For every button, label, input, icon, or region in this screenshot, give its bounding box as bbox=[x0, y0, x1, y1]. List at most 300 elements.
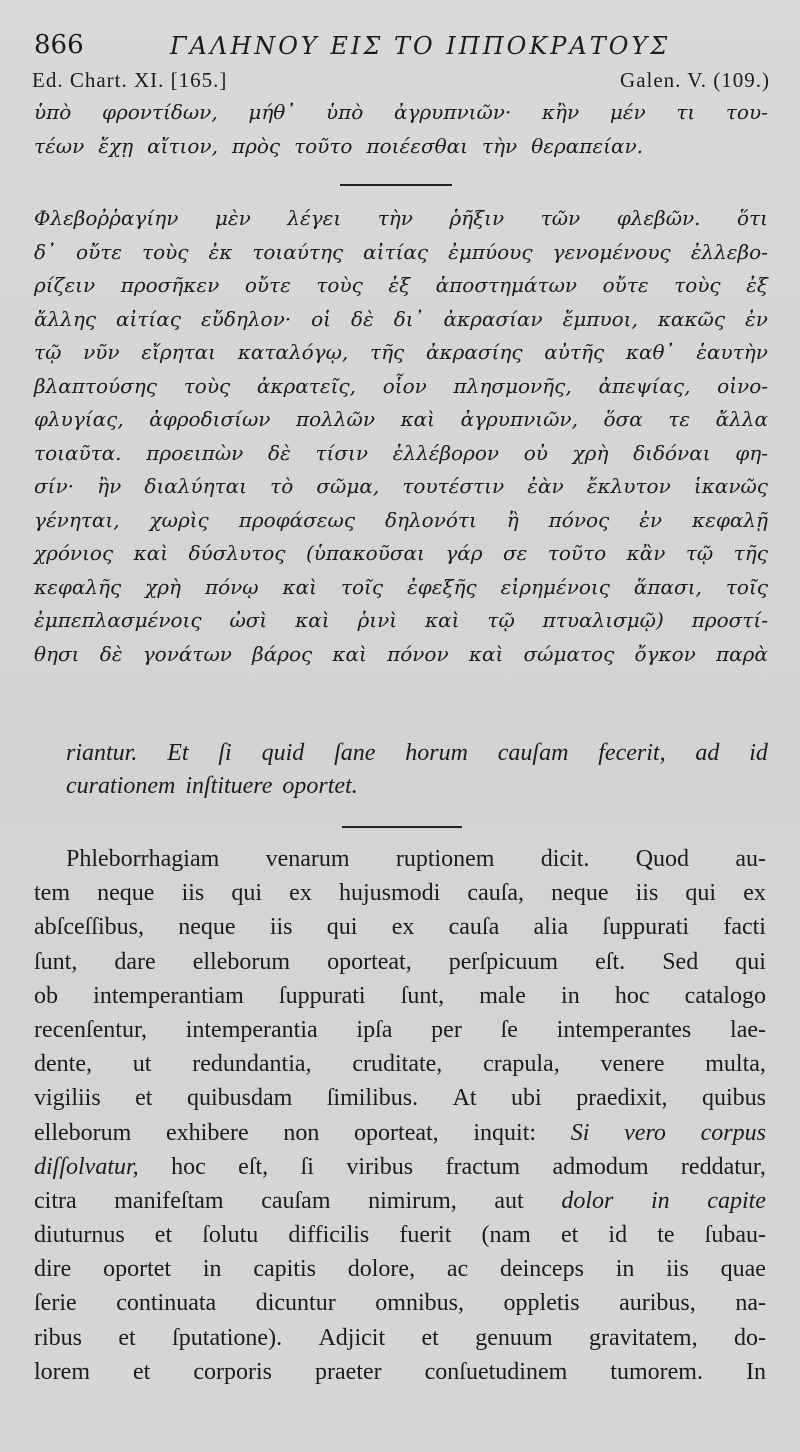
word: lae- bbox=[730, 1016, 766, 1043]
word: continuata bbox=[116, 1290, 217, 1317]
word: et bbox=[560, 1222, 579, 1249]
running-title: ΓΑΛΗΝΟΥ ΕΙΣ ΤΟ ΙΠΠΟΚΡΑΤΟΥΣ bbox=[170, 32, 671, 60]
word: τῷ bbox=[34, 340, 62, 364]
word: hoc bbox=[614, 982, 650, 1009]
text-line bbox=[34, 876, 766, 910]
text-line bbox=[66, 770, 768, 803]
text-line bbox=[34, 1184, 766, 1218]
word: do- bbox=[733, 1324, 766, 1351]
word: iis bbox=[269, 914, 293, 941]
word: καὶ bbox=[468, 641, 504, 666]
text-line bbox=[34, 1355, 766, 1389]
page-header bbox=[30, 30, 770, 66]
text-line bbox=[34, 604, 768, 638]
word: κεφαλῇ bbox=[691, 507, 768, 532]
word: σε bbox=[502, 541, 528, 565]
word: id bbox=[608, 1222, 628, 1249]
word: riantur. bbox=[66, 740, 138, 766]
word: τοὺς bbox=[674, 273, 721, 297]
word: et bbox=[135, 1085, 153, 1112]
word: dare bbox=[114, 948, 156, 975]
text-line bbox=[34, 1047, 766, 1081]
word: cauſam bbox=[497, 740, 569, 766]
word: ῥινὶ bbox=[357, 608, 398, 632]
text-line bbox=[34, 1150, 766, 1184]
word: καὶ bbox=[400, 407, 436, 431]
text-line bbox=[34, 96, 768, 130]
word: τοὺς bbox=[316, 273, 363, 297]
word: et bbox=[133, 1358, 151, 1385]
word: δι᾽ bbox=[393, 306, 424, 331]
word: τὴν bbox=[482, 133, 518, 158]
text-line bbox=[34, 1116, 766, 1150]
word: ſe bbox=[500, 1016, 518, 1043]
word: non bbox=[283, 1119, 320, 1146]
text-line bbox=[34, 638, 768, 672]
word: φλυγίας, bbox=[34, 407, 124, 431]
word: nimirum, bbox=[368, 1187, 457, 1214]
word: προφάσεως bbox=[238, 507, 356, 532]
word: curationem bbox=[66, 773, 176, 799]
word: ἀποστημάτων bbox=[435, 273, 578, 297]
word: καὶ bbox=[425, 608, 460, 632]
word: ὠσὶ bbox=[229, 608, 268, 632]
word: ἀγρυπνιῶν, bbox=[460, 407, 578, 431]
word: δὲ bbox=[268, 440, 291, 465]
word: ρίζειν bbox=[34, 273, 96, 297]
word: capite bbox=[707, 1187, 766, 1214]
word: ſunt, bbox=[34, 948, 78, 975]
word: id bbox=[749, 740, 768, 766]
word: At bbox=[452, 1085, 477, 1112]
word: qui bbox=[326, 914, 358, 941]
word: horum bbox=[405, 740, 468, 766]
word: τοιαύτης bbox=[252, 239, 344, 264]
word: cauſam bbox=[261, 1187, 331, 1214]
word: Quod bbox=[635, 846, 690, 872]
word: ob bbox=[34, 982, 58, 1009]
word: πολλῶν bbox=[295, 407, 375, 431]
word: ἄλλης bbox=[34, 306, 97, 331]
word: genuum bbox=[475, 1324, 553, 1351]
word: oporteat, bbox=[327, 948, 412, 975]
word: qui bbox=[685, 880, 717, 907]
word: fuerit bbox=[399, 1222, 452, 1249]
text-line bbox=[34, 1013, 766, 1047]
word: δηλονότι bbox=[384, 507, 477, 532]
word: ποιέεσθαι bbox=[366, 133, 468, 158]
word: alia bbox=[533, 914, 569, 941]
word: τίσιν bbox=[315, 440, 368, 465]
word: ἐφεξῆς bbox=[407, 574, 477, 599]
word: οὐ bbox=[523, 440, 548, 465]
word: ἐξ bbox=[388, 273, 411, 297]
edition-reference-line bbox=[32, 68, 770, 98]
word: (ὑπακοῦσαι bbox=[305, 541, 425, 565]
word: ſuppurati bbox=[602, 914, 690, 941]
word: ἐλλέβορον bbox=[392, 440, 500, 465]
word: ἐν bbox=[745, 306, 768, 331]
word: θεραπείαν. bbox=[531, 133, 643, 158]
word: ῥῆξιν bbox=[449, 206, 505, 230]
text-line bbox=[34, 910, 766, 944]
word: ἀπεψίας, bbox=[598, 373, 691, 398]
word: male bbox=[479, 982, 526, 1009]
word: citra bbox=[34, 1187, 77, 1214]
word: lorem bbox=[34, 1358, 90, 1385]
word: te bbox=[657, 1222, 675, 1249]
word: in bbox=[561, 982, 580, 1009]
word: ὑπὸ bbox=[34, 100, 72, 124]
word: diſſolvatur, bbox=[34, 1153, 139, 1180]
word: δὲ bbox=[350, 306, 374, 331]
word: iis bbox=[666, 1256, 689, 1283]
word: κεφαλῆς bbox=[34, 574, 122, 599]
word: ut bbox=[132, 1051, 152, 1078]
word: πλησμονῆς, bbox=[453, 373, 572, 398]
word: ἀγρυπνιῶν· bbox=[393, 100, 512, 124]
word: intemperantia bbox=[185, 1016, 318, 1043]
word: προστί- bbox=[691, 608, 768, 632]
word: αἴτιον, bbox=[147, 133, 218, 158]
word: δ᾽ bbox=[34, 239, 57, 264]
word: qui bbox=[231, 880, 263, 907]
word: redundantia, bbox=[192, 1051, 312, 1078]
word: hujusmodi bbox=[338, 880, 441, 907]
word: ruptionem bbox=[395, 846, 495, 872]
word: λέγει bbox=[287, 206, 342, 230]
word: Et bbox=[167, 740, 189, 766]
word: oportet. bbox=[282, 773, 358, 799]
word: venarum bbox=[265, 846, 350, 872]
word: inquit: bbox=[473, 1119, 537, 1146]
text-line bbox=[34, 130, 768, 164]
word: τουτέστιν bbox=[402, 474, 505, 498]
word: ad bbox=[695, 740, 720, 766]
word: γενομένους bbox=[552, 239, 671, 264]
word: ſimilibus. bbox=[326, 1085, 419, 1112]
word: πόνος bbox=[548, 507, 610, 532]
word: ἱκανῶς bbox=[693, 474, 768, 498]
word: ἅπασι, bbox=[633, 574, 702, 599]
word: ſane bbox=[334, 740, 376, 766]
word: σίν· bbox=[34, 474, 75, 498]
word: viribus bbox=[346, 1153, 414, 1180]
word: χωρὶς bbox=[149, 507, 209, 532]
word: οὔτε bbox=[244, 273, 291, 297]
word: quibus bbox=[701, 1085, 766, 1112]
kuhn-reference: Galen. V. (109.) bbox=[620, 68, 770, 92]
word: ac bbox=[446, 1256, 469, 1283]
word: αἰτίας bbox=[363, 239, 429, 264]
word: ex bbox=[391, 914, 415, 941]
text-line bbox=[34, 236, 768, 270]
section-divider bbox=[340, 184, 452, 186]
word: vero bbox=[624, 1119, 666, 1146]
word: cruditate, bbox=[352, 1051, 443, 1078]
word: καὶ bbox=[332, 641, 367, 666]
word: dente, bbox=[34, 1051, 92, 1078]
word: in bbox=[202, 1256, 222, 1283]
word: aut bbox=[494, 1187, 524, 1214]
word: fecerit, bbox=[598, 740, 666, 766]
text-line bbox=[34, 504, 768, 538]
word: quae bbox=[720, 1256, 766, 1283]
word: ἔκλυτον bbox=[586, 474, 671, 498]
word: φη- bbox=[735, 440, 768, 465]
word: καὶ bbox=[295, 608, 330, 632]
word: ubi bbox=[511, 1085, 542, 1112]
word: facti bbox=[723, 914, 766, 941]
word: ἔμπυοι, bbox=[562, 306, 638, 331]
page-number: 866 bbox=[34, 30, 84, 60]
word: πόνον bbox=[387, 641, 449, 666]
word: exhibere bbox=[166, 1119, 249, 1146]
word: ἐλλεβο- bbox=[690, 239, 768, 264]
greek-commentary-text bbox=[34, 202, 768, 671]
word: fractum bbox=[445, 1153, 521, 1180]
word: τοιαῦτα. bbox=[34, 440, 122, 465]
word: eſt, bbox=[238, 1153, 269, 1180]
word: τε bbox=[668, 407, 691, 431]
word: ἀφροδισίων bbox=[149, 407, 271, 431]
word: na- bbox=[735, 1290, 766, 1317]
word: et bbox=[154, 1222, 173, 1249]
word: θησι bbox=[34, 641, 80, 666]
word: qui bbox=[735, 948, 766, 975]
word: in bbox=[615, 1256, 635, 1283]
word: auribus, bbox=[619, 1290, 696, 1317]
word: ἔχῃ bbox=[98, 133, 134, 158]
word: διαλύηται bbox=[144, 474, 248, 498]
word: κἂν bbox=[626, 541, 666, 565]
word: τοῖς bbox=[725, 574, 768, 599]
word: αἰτίας bbox=[116, 306, 181, 331]
text-line bbox=[34, 470, 768, 504]
word: difficilis bbox=[288, 1222, 370, 1249]
text-line bbox=[34, 1321, 766, 1355]
word: ἀκρασίης bbox=[425, 340, 523, 364]
word: οὔτε bbox=[602, 273, 649, 297]
text-line bbox=[34, 1081, 766, 1115]
word: φλεβῶν. bbox=[616, 206, 701, 230]
text-line bbox=[34, 1286, 766, 1320]
text-line bbox=[34, 945, 766, 979]
word: τοῦτο bbox=[294, 133, 353, 158]
word: ἐμπεπλασμένοις bbox=[34, 608, 202, 632]
text-line bbox=[34, 842, 766, 876]
word: αὐτῆς bbox=[544, 340, 605, 364]
word: ἐξ bbox=[746, 273, 768, 297]
text-line bbox=[34, 303, 768, 337]
word: μήθ᾽ bbox=[248, 100, 296, 124]
word: νῦν bbox=[83, 340, 120, 364]
word: προσῆκεν bbox=[120, 273, 220, 297]
word: κακῶς bbox=[657, 306, 726, 331]
latin-commentary-translation bbox=[34, 842, 766, 1389]
word: εἴρηται bbox=[141, 340, 217, 364]
word: δὲ bbox=[99, 641, 123, 666]
word: οἰνο- bbox=[717, 373, 768, 398]
word: cauſa, bbox=[467, 880, 525, 907]
word: ἐν bbox=[639, 507, 663, 532]
word: Si bbox=[570, 1119, 590, 1146]
word: πρὸς bbox=[231, 133, 281, 158]
word: ſerie bbox=[34, 1290, 77, 1317]
word: corporis bbox=[193, 1358, 272, 1385]
word: in bbox=[651, 1187, 670, 1214]
word: παρὰ bbox=[716, 641, 768, 666]
greek-text-continuation bbox=[34, 96, 768, 163]
word: ipſa bbox=[356, 1016, 393, 1043]
word: dicit. bbox=[540, 846, 590, 872]
word: catalogo bbox=[684, 982, 766, 1009]
word: δύσλυτος bbox=[188, 541, 286, 565]
word: πόνῳ bbox=[204, 574, 259, 599]
word: χρὴ bbox=[572, 440, 609, 465]
word: intemperantiam bbox=[93, 982, 244, 1009]
word: Sed bbox=[662, 948, 699, 975]
word: τι bbox=[676, 100, 696, 124]
text-line bbox=[34, 336, 768, 370]
latin-lemma-translation bbox=[66, 737, 768, 803]
word: βάρος bbox=[252, 641, 313, 666]
word: ὅσα bbox=[603, 407, 643, 431]
word: dire bbox=[34, 1256, 72, 1283]
word: ἀκρασίαν bbox=[443, 306, 543, 331]
word: diuturnus bbox=[34, 1222, 125, 1249]
word: ἢν bbox=[97, 474, 122, 498]
word: oppletis bbox=[503, 1290, 580, 1317]
word: inſtituere bbox=[185, 773, 273, 799]
word: elleborum bbox=[192, 948, 291, 975]
word: et bbox=[118, 1324, 136, 1351]
word: χρόνιος bbox=[34, 541, 114, 565]
word: ſubau- bbox=[704, 1222, 766, 1249]
word: cauſa bbox=[448, 914, 500, 941]
word: au- bbox=[735, 846, 766, 872]
text-line bbox=[34, 437, 768, 471]
word: τοῖς bbox=[340, 574, 384, 599]
section-divider bbox=[342, 826, 462, 828]
word: εὔδηλον· bbox=[200, 306, 292, 331]
text-line bbox=[66, 737, 768, 770]
word: καὶ bbox=[282, 574, 318, 599]
word: omnibus, bbox=[375, 1290, 464, 1317]
word: ἢ bbox=[506, 507, 519, 532]
word: ſolutu bbox=[202, 1222, 259, 1249]
text-line bbox=[34, 370, 768, 404]
word: hoc bbox=[171, 1153, 206, 1180]
word: ὄγκον bbox=[634, 641, 696, 666]
word: eſt. bbox=[595, 948, 626, 975]
word: venere bbox=[600, 1051, 665, 1078]
word: γονάτων bbox=[142, 641, 232, 666]
word: neque bbox=[178, 914, 236, 941]
word: τῆς bbox=[370, 340, 405, 364]
word: neque bbox=[551, 880, 609, 907]
word: reddatur, bbox=[680, 1153, 766, 1180]
word: ἐὰν bbox=[527, 474, 564, 498]
word: σώματος bbox=[523, 641, 615, 666]
word: dolor bbox=[561, 1187, 614, 1214]
word: μὲν bbox=[214, 206, 251, 230]
word: ſi bbox=[300, 1153, 314, 1180]
word: manifeſtam bbox=[114, 1187, 224, 1214]
word: τῆς bbox=[733, 541, 768, 565]
word: et bbox=[421, 1324, 439, 1351]
word: ἀκρατεῖς, bbox=[256, 373, 356, 398]
word: ſi bbox=[218, 740, 232, 766]
word: perſpicuum bbox=[448, 948, 559, 975]
word: οὔτε bbox=[76, 239, 123, 264]
word: του- bbox=[725, 100, 768, 124]
word: corpus bbox=[700, 1119, 766, 1146]
word: vigiliis bbox=[34, 1085, 101, 1112]
word: ἐμπύους bbox=[448, 239, 533, 264]
word: ἐκ bbox=[208, 239, 233, 264]
word: Phleborrhagiam bbox=[66, 846, 220, 872]
word: neque bbox=[97, 880, 155, 907]
word: elleborum bbox=[34, 1119, 132, 1146]
word: dicuntur bbox=[255, 1290, 336, 1317]
word: τῷ bbox=[487, 608, 515, 632]
word: τὴν bbox=[377, 206, 413, 230]
word: ſputatione). bbox=[172, 1324, 283, 1351]
word: (nam bbox=[481, 1222, 531, 1249]
word: conſuetudinem bbox=[424, 1358, 568, 1385]
word: gravitatem, bbox=[588, 1324, 698, 1351]
word: intemperantes bbox=[556, 1016, 692, 1043]
word: γένηται, bbox=[34, 507, 120, 532]
word: φροντίδων, bbox=[101, 100, 218, 124]
word: ribus bbox=[34, 1324, 82, 1351]
word: τῶν bbox=[540, 206, 581, 230]
word: deinceps bbox=[499, 1256, 584, 1283]
text-line bbox=[34, 1218, 766, 1252]
word: καθ᾽ bbox=[625, 340, 675, 364]
word: per bbox=[431, 1016, 462, 1043]
word: οἱ bbox=[311, 306, 331, 331]
text-line bbox=[34, 202, 768, 236]
word: Φλεβοῤῥαγίην bbox=[34, 206, 179, 230]
word: τῷ bbox=[685, 541, 714, 565]
word: προειπὼν bbox=[146, 440, 244, 465]
word: quid bbox=[261, 740, 305, 766]
word: tem bbox=[34, 880, 70, 907]
word: ὑπὸ bbox=[325, 100, 364, 124]
word: ſuppurati bbox=[278, 982, 366, 1009]
word: praeter bbox=[315, 1358, 382, 1385]
word: χρὴ bbox=[145, 574, 182, 599]
word: καταλόγῳ, bbox=[237, 340, 349, 364]
word: μέν bbox=[609, 100, 646, 124]
word: ὅτι bbox=[737, 206, 768, 230]
word: κἢν bbox=[541, 100, 580, 124]
word: τοὺς bbox=[142, 239, 189, 264]
word: τέων bbox=[34, 133, 85, 158]
text-line bbox=[34, 269, 768, 303]
chartier-reference: Ed. Chart. XI. [165.] bbox=[32, 68, 228, 92]
word: crapula, bbox=[483, 1051, 560, 1078]
word: recenſentur, bbox=[34, 1016, 147, 1043]
word: τὸ bbox=[270, 474, 294, 498]
word: ex bbox=[289, 880, 312, 907]
word: multa, bbox=[705, 1051, 766, 1078]
word: praedixit, bbox=[576, 1085, 668, 1112]
word: oportet bbox=[103, 1256, 172, 1283]
word: admodum bbox=[552, 1153, 649, 1180]
